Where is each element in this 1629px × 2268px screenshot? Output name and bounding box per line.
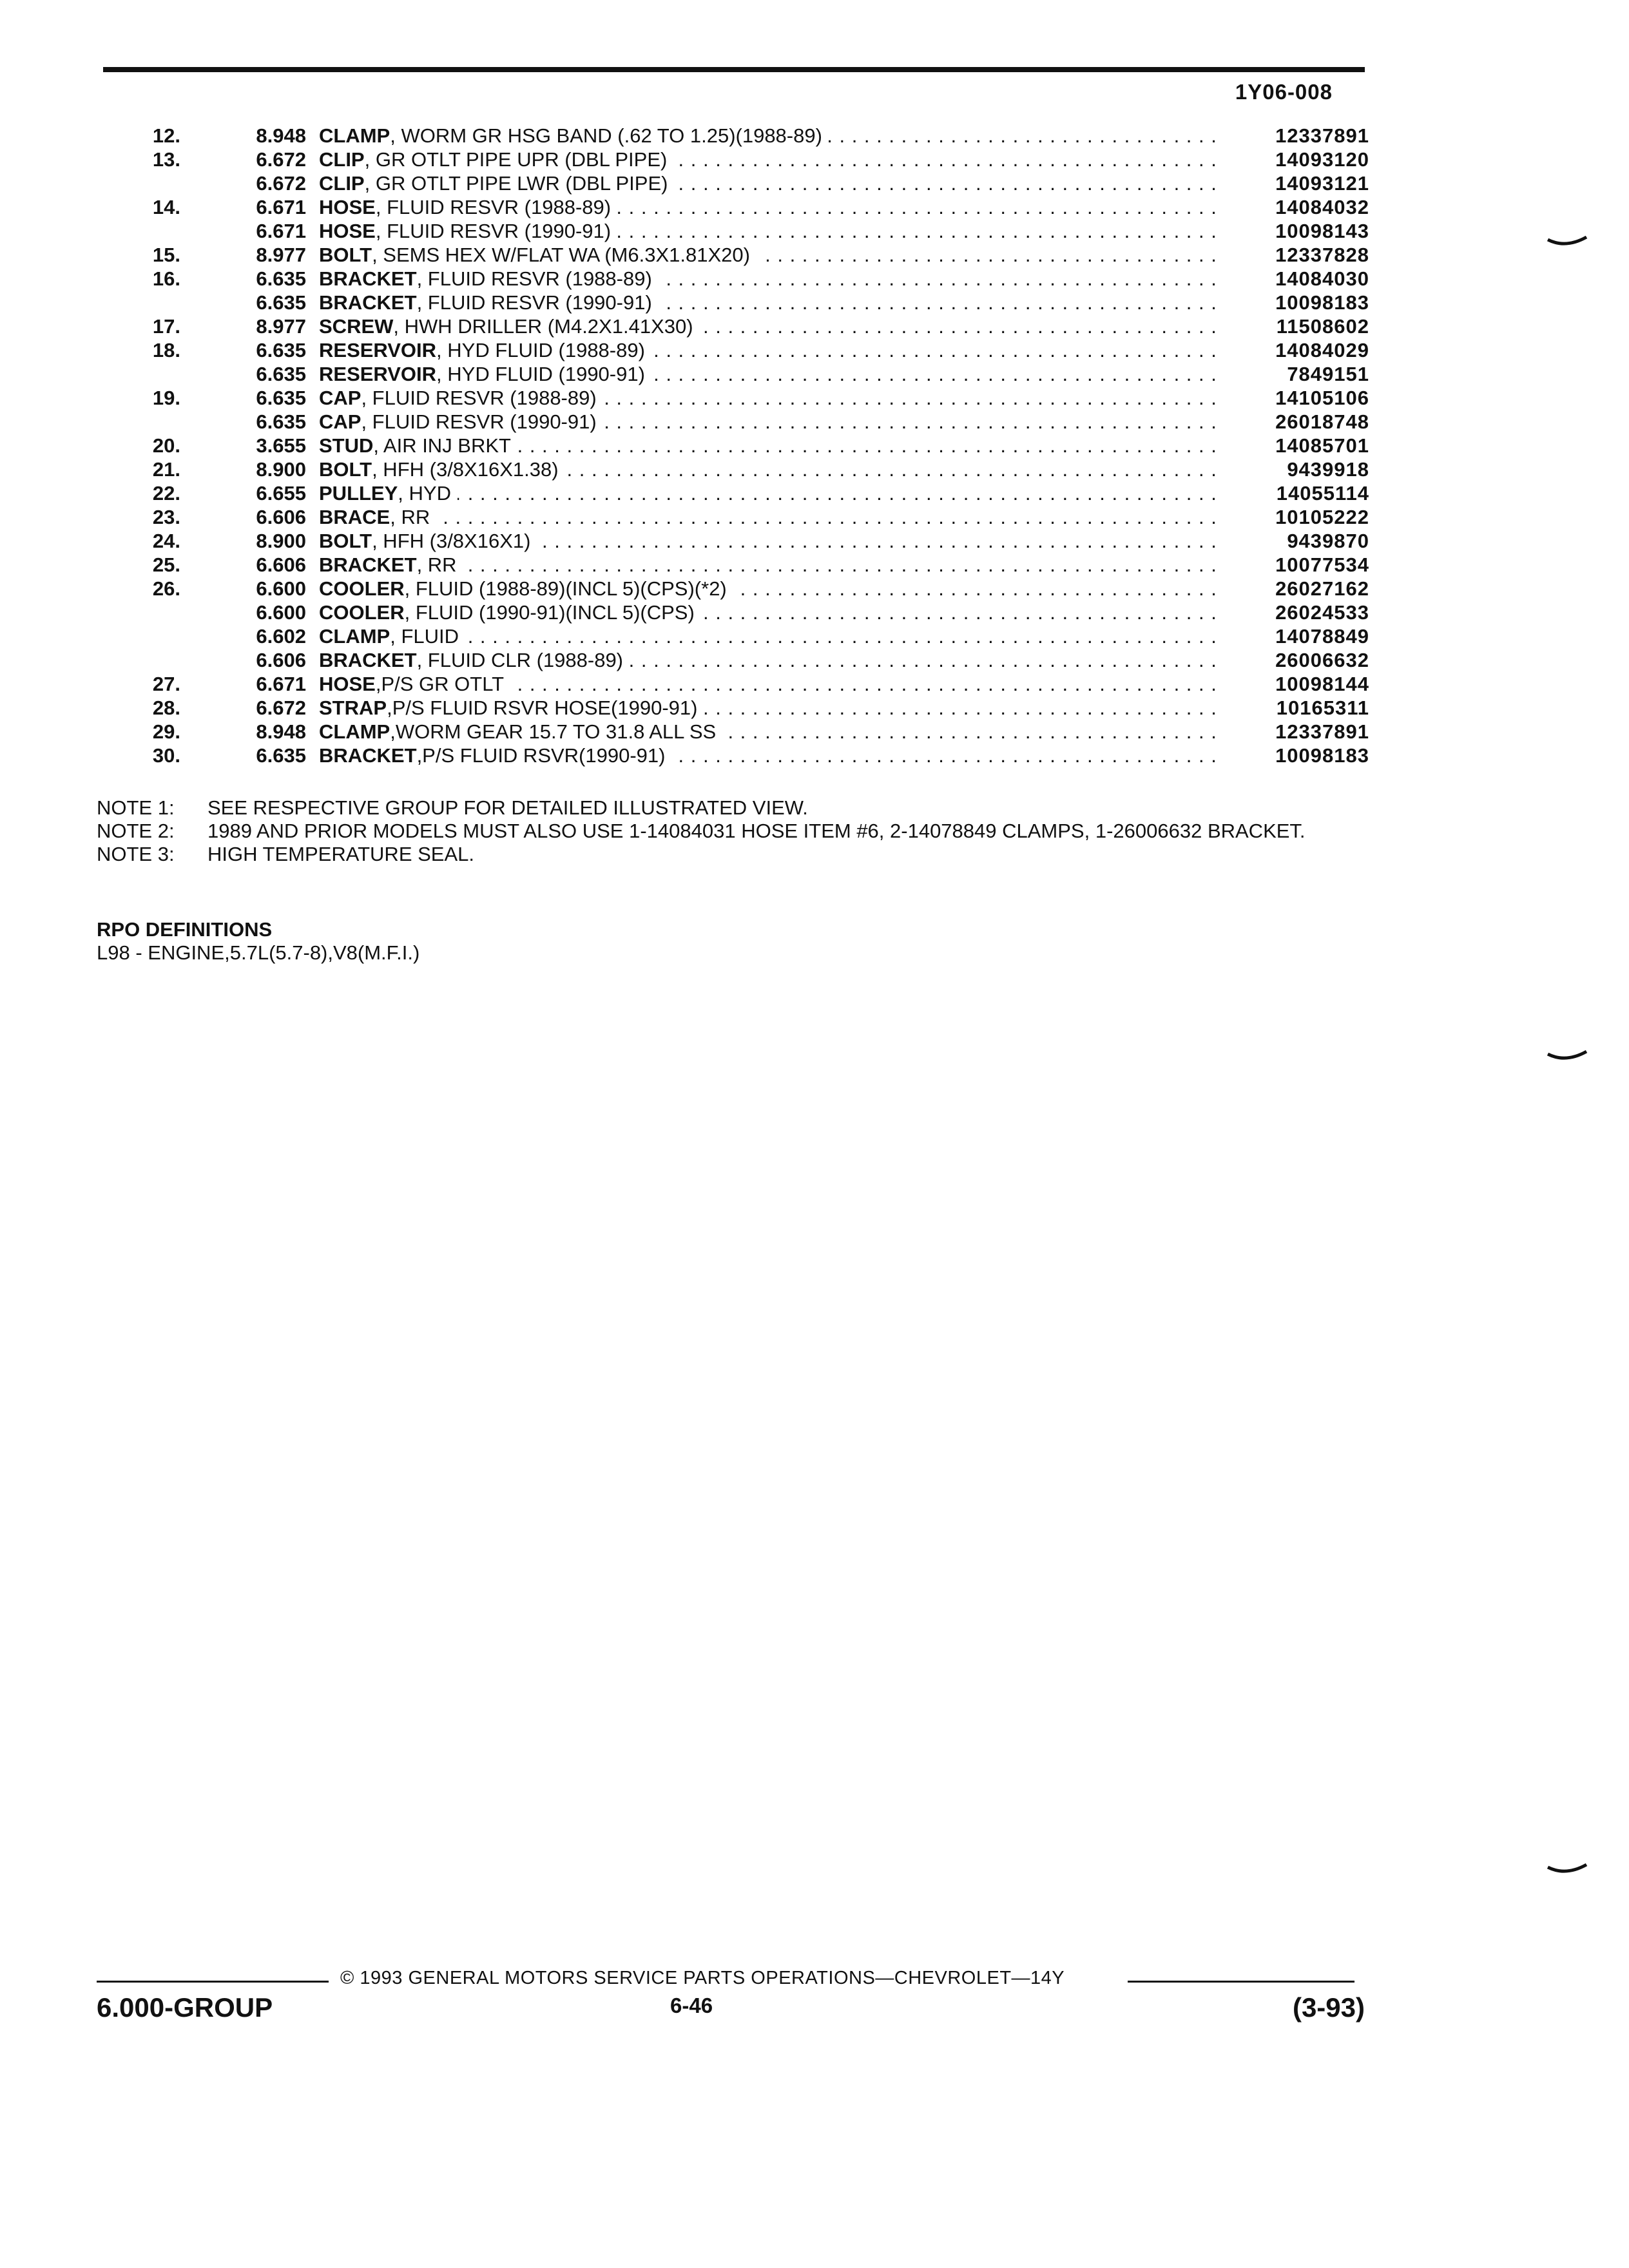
item-number: 29. (152, 720, 180, 743)
binder-mark-icon (1547, 1863, 1588, 1876)
group-number: 6.671 (256, 220, 306, 242)
part-detail: , FLUID RESVR (1990-91) (361, 410, 597, 433)
part-row (97, 601, 1369, 624)
item-number: 17. (152, 315, 180, 338)
note-text: HIGH TEMPERATURE SEAL. (207, 843, 474, 865)
part-name: CAP (319, 410, 361, 433)
part-number: 12337891 (1275, 124, 1369, 147)
part-description (319, 124, 1217, 148)
part-row (97, 624, 1369, 648)
part-number: 10165311 (1276, 697, 1369, 719)
group-number: 6.602 (256, 625, 306, 648)
part-name: CLIP (319, 172, 365, 195)
part-description (319, 171, 1217, 195)
part-detail: , FLUID RESVR (1988-89) (361, 387, 597, 409)
part-detail: , FLUID RESVR (1990-91) (416, 291, 652, 314)
item-number: 23. (152, 506, 180, 528)
part-detail: , HFH (3/8X16X1) (372, 530, 531, 552)
part-number: 14105106 (1275, 387, 1369, 409)
part-number: 14084032 (1275, 196, 1369, 218)
part-description (319, 338, 1217, 362)
part-description (319, 505, 1217, 529)
part-description (319, 648, 1217, 672)
part-description (319, 410, 1217, 434)
part-row (97, 124, 1369, 148)
part-description (319, 362, 1217, 386)
part-row (97, 672, 1369, 696)
part-number: 14084030 (1275, 267, 1369, 290)
part-row (97, 696, 1369, 720)
group-number: 8.977 (256, 244, 306, 266)
part-row (97, 386, 1369, 410)
note-label-text: NOTE (97, 843, 153, 865)
item-number: 28. (152, 697, 180, 719)
part-name: HOSE (319, 220, 376, 242)
item-number: 22. (152, 482, 180, 505)
rpo-definition: L98 - ENGINE,5.7L(5.7-8),V8(M.F.I.) (97, 941, 420, 964)
group-number: 6.635 (256, 410, 306, 433)
part-description (319, 553, 1217, 577)
note-label (97, 843, 207, 866)
item-number: 25. (152, 553, 180, 576)
part-row (97, 553, 1369, 577)
part-name: BRACKET (319, 291, 417, 314)
part-name: CLAMP (319, 720, 390, 743)
part-name: BOLT (319, 530, 372, 552)
part-detail: , FLUID (1990-91)(INCL 5)(CPS) (404, 601, 695, 624)
item-number: 15. (152, 244, 180, 266)
part-description (319, 314, 1217, 338)
group-number: 8.948 (256, 124, 306, 147)
part-name: COOLER (319, 601, 405, 624)
part-detail: , SEMS HEX W/FLAT WA (M6.3X1.81X20) (372, 244, 750, 266)
part-description (319, 601, 1217, 624)
group-number: 6.600 (256, 577, 306, 600)
part-description (319, 267, 1217, 291)
item-number: 24. (152, 530, 180, 552)
group-number: 6.635 (256, 387, 306, 409)
part-number: 26027162 (1275, 577, 1369, 600)
note-label (97, 796, 207, 820)
note-row (97, 796, 1321, 820)
group-number: 6.635 (256, 267, 306, 290)
part-name: RESERVOIR (319, 363, 437, 385)
part-detail: ,P/S GR OTLT (375, 673, 505, 695)
part-row (97, 720, 1369, 744)
item-number: 26. (152, 577, 180, 600)
note-label-text: NOTE (97, 796, 153, 819)
group-number: 6.655 (256, 482, 306, 505)
item-number: 21. (152, 458, 180, 481)
part-name: STRAP (319, 697, 387, 719)
part-row (97, 457, 1369, 481)
part-description (319, 481, 1217, 505)
part-name: BRACE (319, 506, 390, 528)
group-number: 8.900 (256, 458, 306, 481)
footer-rule-left (97, 1981, 329, 1983)
footer-page-number: 6-46 (670, 1994, 713, 2017)
item-number: 20. (152, 434, 180, 457)
part-name: STUD (319, 434, 374, 457)
part-name: BOLT (319, 244, 372, 266)
part-detail: , RR (416, 553, 457, 576)
part-name: BRACKET (319, 744, 417, 767)
part-description (319, 696, 1217, 720)
part-number: 14078849 (1275, 625, 1369, 648)
part-detail: , WORM GR HSG BAND (.62 TO 1.25)(1988-89) (390, 124, 822, 147)
part-detail: , FLUID RESVR (1988-89) (416, 267, 652, 290)
part-detail: , HYD FLUID (1990-91) (436, 363, 645, 385)
part-name: COOLER (319, 577, 405, 600)
part-number: 26024533 (1275, 601, 1369, 624)
part-name: CLIP (319, 148, 365, 171)
footer-group: 6.000-GROUP (97, 1992, 273, 2023)
group-number: 6.635 (256, 744, 306, 767)
group-number: 6.672 (256, 172, 306, 195)
note-row (97, 843, 1321, 866)
parts-list (97, 124, 1369, 767)
part-name: HOSE (319, 673, 376, 695)
part-name: BOLT (319, 458, 372, 481)
part-row (97, 410, 1369, 434)
part-detail: , GR OTLT PIPE LWR (DBL PIPE) (364, 172, 668, 195)
part-row (97, 171, 1369, 195)
part-row (97, 219, 1369, 243)
part-number: 14093121 (1275, 172, 1369, 195)
group-number: 6.635 (256, 291, 306, 314)
part-detail: , HYD FLUID (1988-89) (436, 339, 645, 361)
part-row (97, 267, 1369, 291)
part-row (97, 195, 1369, 219)
header-rule (103, 67, 1365, 72)
part-description (319, 577, 1217, 601)
part-detail: , RR (390, 506, 430, 528)
part-row (97, 338, 1369, 362)
part-name: BRACKET (319, 553, 417, 576)
item-number: 14. (152, 196, 180, 218)
group-number: 6.635 (256, 339, 306, 361)
part-description (319, 291, 1217, 314)
part-number: 26018748 (1275, 410, 1369, 433)
part-number: 12337891 (1275, 720, 1369, 743)
part-row (97, 148, 1369, 171)
rpo-section (97, 918, 419, 965)
part-name: BRACKET (319, 267, 417, 290)
item-number: 18. (152, 339, 180, 361)
part-name: CAP (319, 387, 361, 409)
part-description (319, 744, 1217, 767)
part-row (97, 648, 1369, 672)
part-number: 12337828 (1275, 244, 1369, 266)
part-name: BRACKET (319, 649, 417, 671)
group-number: 8.977 (256, 315, 306, 338)
part-row (97, 314, 1369, 338)
part-description (319, 243, 1217, 267)
notes-section (97, 796, 1321, 866)
item-number: 12. (152, 124, 180, 147)
note-number: 3: (157, 843, 175, 865)
part-row (97, 291, 1369, 314)
part-name: HOSE (319, 196, 376, 218)
item-number: 13. (152, 148, 180, 171)
item-number: 19. (152, 387, 180, 409)
part-number: 10098183 (1275, 744, 1369, 767)
binder-mark-icon (1547, 236, 1588, 249)
part-name: CLAMP (319, 625, 390, 648)
part-row (97, 744, 1369, 767)
footer-rule-right (1128, 1981, 1354, 1983)
part-name: PULLEY (319, 482, 398, 505)
part-row (97, 505, 1369, 529)
page-code: 1Y06-008 (1235, 80, 1333, 104)
part-detail: , HFH (3/8X16X1.38) (372, 458, 559, 481)
note-number: 1: (157, 796, 175, 819)
part-detail: , HWH DRILLER (M4.2X1.41X30) (393, 315, 693, 338)
part-detail: ,P/S FLUID RSVR HOSE(1990-91) (387, 697, 698, 719)
part-row (97, 243, 1369, 267)
part-number: 14055114 (1276, 482, 1369, 505)
part-number: 11508602 (1276, 315, 1369, 338)
part-description (319, 434, 1217, 457)
group-number: 6.606 (256, 506, 306, 528)
note-row (97, 820, 1321, 843)
group-number: 6.671 (256, 196, 306, 218)
part-detail: , FLUID CLR (1988-89) (416, 649, 624, 671)
part-row (97, 362, 1369, 386)
part-name: SCREW (319, 315, 394, 338)
part-number: 10098143 (1275, 220, 1369, 242)
part-number: 14093120 (1275, 148, 1369, 171)
group-number: 3.655 (256, 434, 306, 457)
part-description (319, 720, 1217, 744)
part-detail: , HYD (398, 482, 451, 505)
group-number: 6.672 (256, 148, 306, 171)
group-number: 6.606 (256, 553, 306, 576)
item-number: 27. (152, 673, 180, 695)
footer-copyright: © 1993 GENERAL MOTORS SERVICE PARTS OPERATIONS—CHEVROLET—14Y (334, 1968, 1071, 1989)
part-description (319, 529, 1217, 553)
part-row (97, 434, 1369, 457)
part-row (97, 529, 1369, 553)
part-number: 26006632 (1275, 649, 1369, 671)
part-detail: , FLUID (1988-89)(INCL 5)(CPS)(*2) (404, 577, 727, 600)
part-number: 14085701 (1275, 434, 1369, 457)
group-number: 6.606 (256, 649, 306, 671)
part-detail: , AIR INJ BRKT (373, 434, 511, 457)
rpo-title: RPO DEFINITIONS (97, 918, 273, 941)
part-name: RESERVOIR (319, 339, 437, 361)
part-number: 10098183 (1275, 291, 1369, 314)
part-row (97, 481, 1369, 505)
part-description (319, 457, 1217, 481)
group-number: 8.948 (256, 720, 306, 743)
part-number: 9439918 (1287, 458, 1369, 481)
note-label-text: NOTE (97, 820, 153, 842)
footer-date: (3-93) (1292, 1992, 1365, 2023)
group-number: 6.672 (256, 697, 306, 719)
part-number: 10105222 (1275, 506, 1369, 528)
part-description (319, 148, 1217, 171)
item-number: 30. (152, 744, 180, 767)
part-number: 10077534 (1275, 553, 1369, 576)
part-number: 7849151 (1287, 363, 1369, 385)
note-text: 1989 AND PRIOR MODELS MUST ALSO USE 1-14084031 HOSE ITEM #6, 2-14078849 CLAMPS, 1-26006632 BRACKET. (207, 820, 1306, 842)
part-row (97, 577, 1369, 601)
part-name: CLAMP (319, 124, 390, 147)
part-detail: ,P/S FLUID RSVR(1990-91) (416, 744, 666, 767)
part-detail: , FLUID (390, 625, 459, 648)
part-number: 9439870 (1287, 530, 1369, 552)
part-description (319, 672, 1217, 696)
group-number: 6.671 (256, 673, 306, 695)
group-number: 6.600 (256, 601, 306, 624)
part-description (319, 195, 1217, 219)
part-detail: , FLUID RESVR (1988-89) (375, 196, 612, 218)
note-text: SEE RESPECTIVE GROUP FOR DETAILED ILLUSTRATED VIEW. (207, 796, 808, 819)
note-label (97, 820, 207, 843)
part-number: 14084029 (1275, 339, 1369, 361)
part-detail: ,WORM GEAR 15.7 TO 31.8 ALL SS (390, 720, 717, 743)
part-detail: , FLUID RESVR (1990-91) (375, 220, 612, 242)
item-number: 16. (152, 267, 180, 290)
group-number: 6.635 (256, 363, 306, 385)
note-number: 2: (157, 820, 175, 842)
binder-mark-icon (1547, 1050, 1588, 1063)
part-description (319, 624, 1217, 648)
part-description (319, 386, 1217, 410)
part-number: 10098144 (1275, 673, 1369, 695)
part-detail: , GR OTLT PIPE UPR (DBL PIPE) (364, 148, 668, 171)
group-number: 8.900 (256, 530, 306, 552)
part-description (319, 219, 1217, 243)
